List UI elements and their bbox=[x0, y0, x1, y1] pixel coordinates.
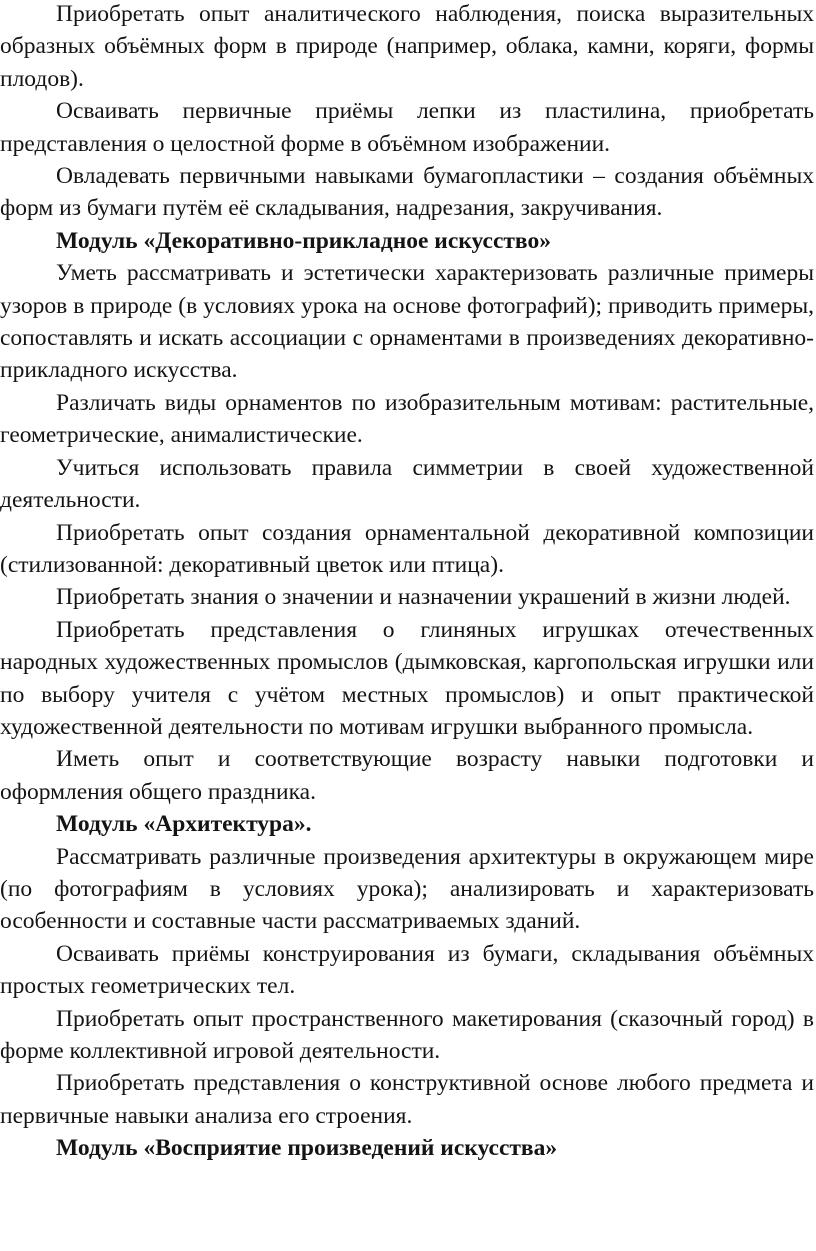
paragraph: Осваивать приёмы конструирования из бумаги, складывания объёмных простых геометрических тел. bbox=[0, 940, 814, 1000]
paragraph: Приобретать опыт аналитического наблюдения, поиска выразительных образных объёмных форм в природе (например, облака, камни, коряги, формы плодов). bbox=[0, 1, 814, 92]
paragraph: Осваивать первичные приёмы лепки из пластилина, приобретать представления о целостной форме в объёмном изображении. bbox=[0, 98, 814, 157]
paragraph: Учиться использовать правила симметрии в своей художественной деятельности. bbox=[0, 454, 814, 514]
paragraph: Приобретать представления о конструктивной основе любого предмета и первичные навыки анализа его строения. bbox=[0, 1070, 814, 1129]
paragraph: Приобретать опыт пространственного макетирования (сказочный город) в форме коллективной игровой деятельности. bbox=[0, 1005, 814, 1064]
section-heading: Модуль «Декоративно-прикладное искусство» bbox=[56, 227, 551, 254]
paragraph: Различать виды орнаментов по изобразительным мотивам: растительные, геометрические, анималистические. bbox=[0, 389, 814, 449]
section-heading: Модуль «Архитектура». bbox=[56, 811, 312, 838]
paragraph: Овладевать первичными навыками бумагопластики – создания объёмных форм из бумаги путём её складывания, надрезания, закручивания. bbox=[0, 163, 814, 222]
paragraph: Иметь опыт и соответствующие возрасту навыки подготовки и оформления общего праздника. bbox=[0, 746, 814, 805]
paragraph: Приобретать опыт создания орнаментальной декоративной композиции (стилизованной: декоративный цветок или птица). bbox=[0, 519, 814, 578]
paragraph: Приобретать представления о глиняных игрушках отечественных народных художественных промыслов (дымковская, каргопольская игрушки или по выбору учителя с учётом местных промыслов) и опыт практической художественной деятельности по мотивам игрушки выбранного промысла. bbox=[0, 616, 814, 740]
paragraph: Уметь рассматривать и эстетически характеризовать различные примеры узоров в природе (в условиях урока на основе фотографий); приводить примеры, сопоставлять и искать ассоциации с орнаментами в произведениях декоративно-прикладного искусства. bbox=[0, 260, 814, 384]
section-heading: Модуль «Восприятие произведений искусства» bbox=[56, 1135, 558, 1162]
paragraph: Приобретать знания о значении и назначении украшений в жизни людей. bbox=[56, 584, 791, 611]
paragraph: Рассматривать различные произведения архитектуры в окружающем мире (по фотографиям в условиях урока); анализировать и характеризовать особенности и составные части рассматриваемых зданий. bbox=[0, 843, 814, 935]
